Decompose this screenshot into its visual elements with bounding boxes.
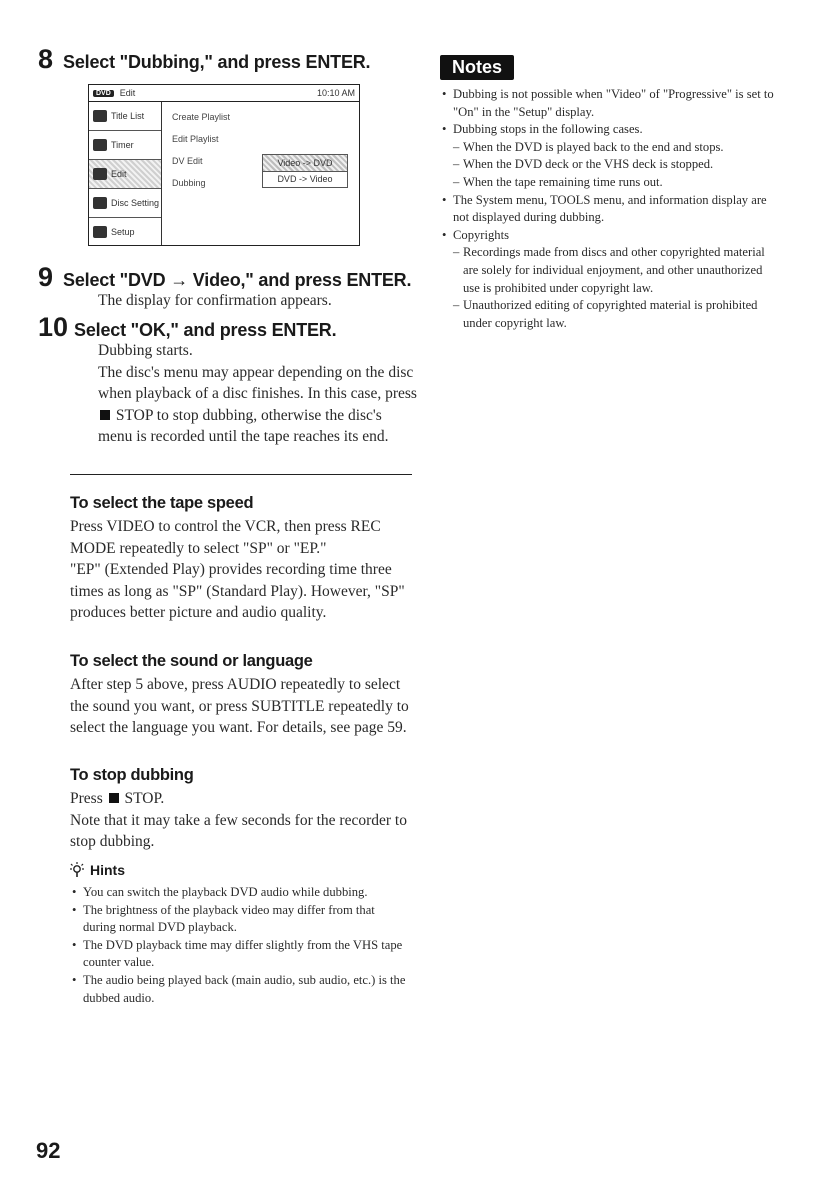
step-10-number: 10	[38, 312, 69, 342]
section-divider	[70, 474, 412, 475]
edit-icon	[93, 168, 107, 180]
page-number: 92	[36, 1138, 61, 1163]
dubbing-popup	[262, 154, 348, 188]
popup-option-video-to-dvd[interactable]: Video -> DVD	[262, 154, 348, 172]
lightbulb-icon	[70, 862, 84, 878]
note-item: • Copyrights – Recordings made from discs and other copyrighted material are solely for individual enjoyment, and other unauthorized use is prohibited under copyright law. – Unauthorized editing of copyrighted material is prohibited under copyright law.	[442, 227, 782, 333]
step-10-body-para: The disc's menu may appear depending on the disc when playback of a disc finishes. In this case, press STOP to stop dubbing, otherwise the disc's menu is recorded until the tape reaches its end.	[98, 363, 417, 446]
osd-header	[89, 85, 359, 102]
stop-dubbing-body	[70, 788, 410, 853]
title-list-icon	[93, 110, 107, 122]
sound-language-title: To select the sound or language	[70, 652, 313, 670]
hints-title: Hints	[90, 862, 125, 878]
popup-option-dvd-to-video[interactable]: DVD -> Video	[262, 172, 348, 188]
step-9-body: The display for confirmation appears.	[98, 292, 332, 309]
hint-item: • You can switch the playback DVD audio while dubbing.	[72, 884, 408, 902]
hint-item: • The DVD playback time may differ slightly from the VHS tape counter value.	[72, 937, 408, 972]
tape-speed-body	[70, 516, 410, 624]
disc-setting-icon	[93, 197, 107, 209]
submenu-create-playlist[interactable]: Create Playlist	[172, 112, 231, 122]
step-10-body-line1: Dubbing starts.	[98, 342, 193, 359]
osd-clock: 10:10 AM	[316, 88, 355, 98]
note-subitem: – Recordings made from discs and other copyrighted material are solely for individual enjoyment, and other unauthorized use is prohibited under copyright law.	[453, 244, 782, 297]
tape-speed-p2: "EP" (Extended Play) provides recording time three times as long as "SP" (Standard Play). However, "SP" produces better picture and audio quality.	[70, 561, 405, 622]
notes-badge: Notes	[440, 55, 514, 80]
sound-language-body: After step 5 above, press AUDIO repeatedly to select the sound you want, or press SUBTITLE repeatedly to select the language you want. For details, see page 59.	[70, 676, 409, 737]
menu-item-disc-setting[interactable]: Disc Setting	[89, 189, 161, 218]
hint-item: • The brightness of the playback video may differ from that during normal DVD playback.	[72, 902, 408, 937]
submenu-dv-edit[interactable]: DV Edit	[172, 156, 203, 166]
tape-speed-p1: Press VIDEO to control the VCR, then press REC MODE repeatedly to select "SP" or "EP."	[70, 518, 381, 557]
stop-dubbing-p1: Press STOP.	[70, 790, 165, 807]
stop-icon	[100, 410, 110, 420]
menu-item-title-list[interactable]: Title List	[89, 102, 161, 131]
step-8-title: Select "Dubbing," and press ENTER.	[63, 52, 371, 72]
hints-list	[72, 884, 408, 1007]
step-8-number: 8	[38, 44, 54, 74]
osd-submenu	[162, 102, 359, 245]
step-10-heading	[38, 312, 336, 343]
step-9-heading	[38, 262, 411, 293]
submenu-dubbing[interactable]: Dubbing	[172, 178, 206, 188]
hint-item: • The audio being played back (main audio, sub audio, etc.) is the dubbed audio.	[72, 972, 408, 1007]
setup-icon	[93, 226, 107, 238]
dvd-logo-icon: DVD	[93, 90, 114, 97]
hints-heading	[70, 862, 125, 878]
osd-screen	[88, 84, 360, 246]
note-item: • Dubbing is not possible when "Video" of "Progressive" is set to "On" in the "Setup" display.	[442, 86, 782, 121]
note-subitem: – When the DVD deck or the VHS deck is stopped.	[453, 156, 782, 174]
notes-list	[442, 86, 782, 332]
osd-main-menu	[89, 102, 162, 245]
note-subitem: – When the DVD is played back to the end and stops.	[453, 139, 782, 157]
step-10-body	[98, 340, 418, 448]
osd-header-label: Edit	[119, 88, 136, 98]
stop-icon	[109, 793, 119, 803]
menu-item-setup[interactable]: Setup	[89, 218, 161, 246]
step-9-number: 9	[38, 262, 54, 292]
note-subitem: – When the tape remaining time runs out.	[453, 174, 782, 192]
menu-item-timer[interactable]: Timer	[89, 131, 161, 160]
stop-dubbing-title: To stop dubbing	[70, 766, 194, 784]
note-item: • Dubbing stops in the following cases. – When the DVD is played back to the end and stops. – When the DVD deck or the VHS deck is stopped. – When the tape remaining time runs out.	[442, 121, 782, 191]
stop-dubbing-p2: Note that it may take a few seconds for the recorder to stop dubbing.	[70, 811, 407, 851]
timer-icon	[93, 139, 107, 151]
submenu-edit-playlist[interactable]: Edit Playlist	[172, 134, 219, 144]
note-item: • The System menu, TOOLS menu, and information display are not displayed during dubbing.	[442, 192, 782, 227]
menu-item-edit[interactable]: Edit	[89, 160, 161, 189]
step-8-heading	[38, 44, 370, 75]
step-9-title: Select "DVD → Video," and press ENTER.	[63, 270, 412, 290]
step-10-title: Select "OK," and press ENTER.	[74, 320, 337, 340]
tape-speed-title: To select the tape speed	[70, 494, 254, 512]
note-subitem: – Unauthorized editing of copyrighted material is prohibited under copyright law.	[453, 297, 782, 332]
